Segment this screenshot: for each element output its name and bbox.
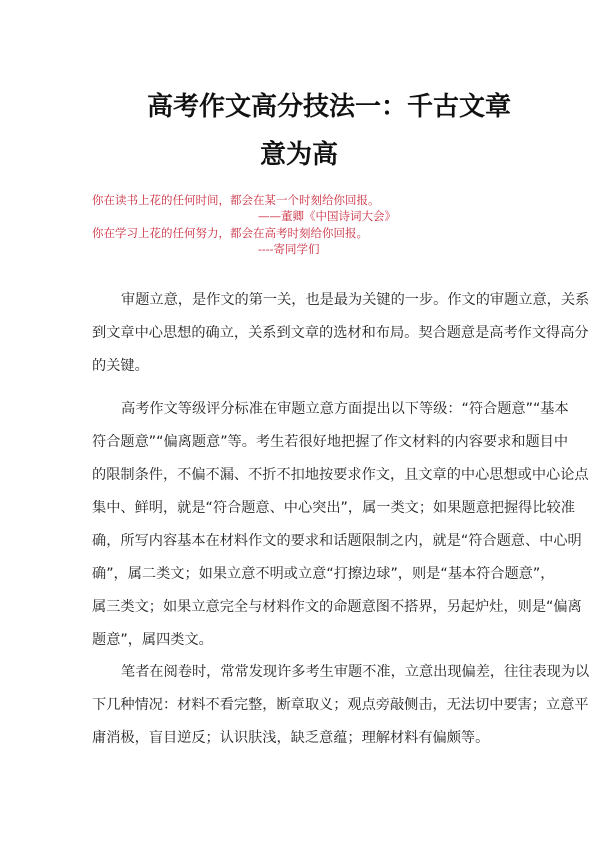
document-title-line-2: 意为高 <box>260 140 339 170</box>
paragraph-line: 下几种情况：材料不看完整，断章取义；观点旁敲侧击，无法切中要害；立意平 <box>92 697 589 713</box>
paragraph-line: 题意”，属四类文。 <box>92 632 213 648</box>
paragraph-line: 确，所写内容基本在材料作文的要求和话题限制之内，就是“符合题意、中心明 <box>92 533 582 549</box>
document-title-line-1: 高考作文高分技法一：千古文章 <box>147 92 512 122</box>
paragraph-line: 高考作文等级评分标准在审题立意方面提出以下等级：“符合题意”“基本 <box>121 401 569 417</box>
paragraph-line: 笔者在阅卷时，常常发现许多考生审题不准，立意出现偏差，往往表现为以 <box>121 664 590 680</box>
quote-attribution-2: ----寄同学们 <box>258 242 320 256</box>
paragraph-line: 确”，属二类文；如果立意不明或立意“打擦边球”，则是“基本符合题意”， <box>92 566 555 582</box>
paragraph-line: 属三类文；如果立意完全与材料作文的命题意图不搭界，另起炉灶，则是“偏离 <box>92 599 582 615</box>
paragraph-line: 庸消极，盲目逆反；认识肤浅，缺乏意蕴；理解材料有偏颇等。 <box>92 730 490 746</box>
paragraph-3 <box>92 656 590 755</box>
paragraph-line: 的限制条件，不偏不漏、不折不扣地按要求作文，且文章的中心思想或中心论点 <box>92 467 589 483</box>
paragraph-line: 到文章中心思想的确立，关系到文章的选材和布局。契合题意是高考作文得高分 <box>92 325 589 341</box>
paragraph-line: 审题立意，是作文的第一关，也是最为关键的一步。作文的审题立意，关系 <box>121 292 590 308</box>
paragraph-2 <box>92 393 589 657</box>
quote-line-2: 你在学习上花的任何努力，都会在高考时刻给你回报。 <box>92 226 368 240</box>
paragraph-line: 集中、鲜明，就是“符合题意、中心突出”，属一类文；如果题意把握得比较准 <box>92 500 575 516</box>
paragraph-1 <box>92 284 590 383</box>
paragraph-line: 的关键。 <box>92 358 149 374</box>
quote-attribution-1: ——董卿《中国诗词大会》 <box>258 209 396 223</box>
quote-line-1: 你在读书上花的任何时间，都会在某一个时刻给你回报。 <box>92 193 380 207</box>
paragraph-line: 符合题意”“偏离题意”等。考生若很好地把握了作文材料的内容要求和题目中 <box>92 434 569 450</box>
